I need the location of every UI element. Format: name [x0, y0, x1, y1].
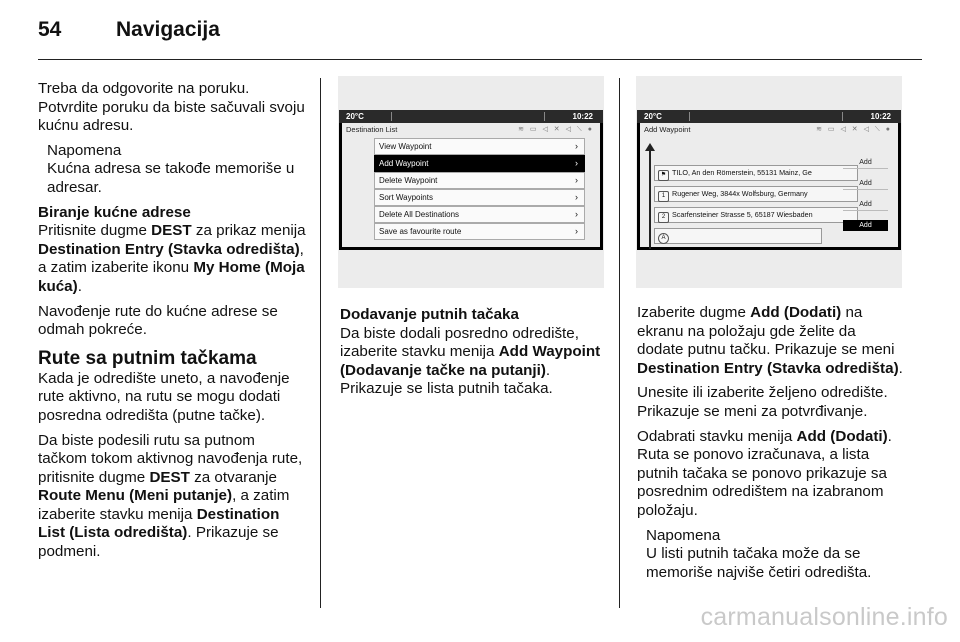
screenshot-add-waypoint — [636, 76, 902, 288]
column-1 — [38, 80, 306, 568]
waypoint-row[interactable]: ⚑ TILO, An den Römerstein, 55131 Mainz, Ge — [654, 165, 858, 181]
clock: 10:22 — [572, 112, 593, 121]
flag-icon: ⚑ — [658, 170, 669, 181]
paragraph: Unesite ili izaberite željeno odredište. Prikazuje se meni za potvrđivanje. — [637, 384, 888, 420]
paragraph: Da biste podesili rutu sa putnom tačkom tokom aktivnog navođenja rute, pritisnite dugme DEST za otvaranje Route Menu (Meni putanje), a zatim izaberite stavku menija Destination List (Lista odredišta). Prikazuje se podmeni. — [38, 431, 303, 561]
paragraph: Navođenje rute do kućne adrese se odmah pokreće. — [38, 302, 278, 339]
status-icons: ≋ ▭ ◁ ✕ ◁ ⟍ ● — [518, 126, 594, 133]
column-divider-1 — [320, 78, 321, 608]
note — [38, 142, 306, 198]
column-divider-2 — [619, 78, 620, 608]
screenshot-destination-list — [338, 76, 604, 288]
menu-item-view-waypoint[interactable]: View Waypoint › — [374, 138, 585, 155]
destination-menu — [374, 138, 585, 240]
add-button[interactable]: Add — [843, 178, 888, 190]
menu-item-delete-all[interactable]: Delete All Destinations › — [374, 206, 585, 223]
paragraph: Treba da odgovorite na poruku. Potvrdite poruku da biste sačuvali svoju kućnu adresu. — [38, 80, 305, 135]
chevron-right-icon: › — [575, 209, 578, 219]
paragraph: Izaberite dugme Add (Dodati) na ekranu na položaju gde želite da dodate putnu tačku. Prikazuje se meni Destination Entry (Stavka odredišta). — [637, 304, 903, 377]
clock: 10:22 — [870, 112, 891, 121]
note — [637, 527, 905, 583]
note-text: U listi putnih tačaka može da se memoriše najviše četiri odredišta. — [646, 545, 872, 581]
header-rule — [38, 59, 922, 60]
display-panel — [640, 123, 898, 247]
menu-item-sort-waypoints[interactable]: Sort Waypoints › — [374, 189, 585, 206]
temperature: 20°C — [346, 112, 364, 121]
temperature: 20°C — [644, 112, 662, 121]
chevron-right-icon: › — [575, 192, 578, 202]
add-button[interactable]: Add — [843, 157, 888, 169]
status-bar — [637, 110, 901, 123]
paragraph: Pritisnite dugme DEST za prikaz menija Destination Entry (Stavka odredišta), a zatim izaberite ikonu My Home (Moja kuća). — [38, 222, 306, 295]
subheading: Biranje kućne adrese — [38, 203, 191, 221]
screen-title: Destination List — [346, 125, 398, 134]
section-heading: Rute sa putnim tačkama — [38, 347, 257, 369]
paragraph: Odabrati stavku menija Add (Dodati). Ruta se ponovo izračunava, a lista putnih tačaka se ponovo prikazuje sa posrednim odredištem na izabranom položaju. — [637, 427, 892, 519]
chevron-right-icon: › — [575, 226, 578, 236]
paragraph: Da biste dodali posredno odredište, izaberite stavku menija Add Waypoint (Dodavanje tačke na putanji). Prikazuje se lista putnih tačaka. — [340, 324, 601, 398]
display — [339, 110, 603, 250]
chevron-right-icon: › — [575, 158, 578, 168]
waypoint-1-icon: 1 — [658, 191, 669, 202]
note-text: Kućna adresa se takođe memoriše u adresar. — [47, 160, 295, 196]
page-header — [38, 18, 220, 42]
status-icons: ≋ ▭ ◁ ✕ ◁ ⟍ ● — [816, 126, 892, 133]
menu-item-delete-waypoint[interactable]: Delete Waypoint › — [374, 172, 585, 189]
chevron-right-icon: › — [575, 175, 578, 185]
status-bar — [339, 110, 603, 123]
waypoint-row[interactable]: 2 Scarfensteiner Strasse 5, 65187 Wiesbaden — [654, 207, 858, 223]
home-icon: A — [658, 233, 669, 244]
watermark: carmanualsonline.info — [700, 603, 948, 631]
column-2 — [340, 306, 608, 405]
menu-item-add-waypoint[interactable]: Add Waypoint › — [374, 155, 585, 172]
add-button-selected[interactable]: Add — [843, 220, 888, 231]
waypoint-row[interactable]: 1 Rugener Weg, 3844x Wolfsburg, Germany — [654, 186, 858, 202]
column-3 — [637, 304, 905, 588]
screen-title: Add Waypoint — [644, 125, 691, 134]
menu-item-save-favourite[interactable]: Save as favourite route › — [374, 223, 585, 240]
note-title: Napomena — [47, 141, 122, 159]
display — [637, 110, 901, 250]
waypoint-row[interactable] — [654, 228, 822, 244]
add-button[interactable]: Add — [843, 199, 888, 211]
subheading: Dodavanje putnih tačaka — [340, 306, 519, 323]
waypoint-2-icon: 2 — [658, 212, 669, 223]
arrow-line — [649, 149, 651, 249]
page-number: 54 — [38, 18, 62, 41]
display-panel — [342, 123, 600, 247]
page-title: Navigacija — [116, 18, 220, 41]
note-title: Napomena — [646, 526, 721, 544]
paragraph: Kada je odredište uneto, a navođenje rute aktivno, na rutu se mogu dodati posredna odredišta (putne tačke). — [38, 369, 290, 424]
chevron-right-icon: › — [575, 141, 578, 151]
